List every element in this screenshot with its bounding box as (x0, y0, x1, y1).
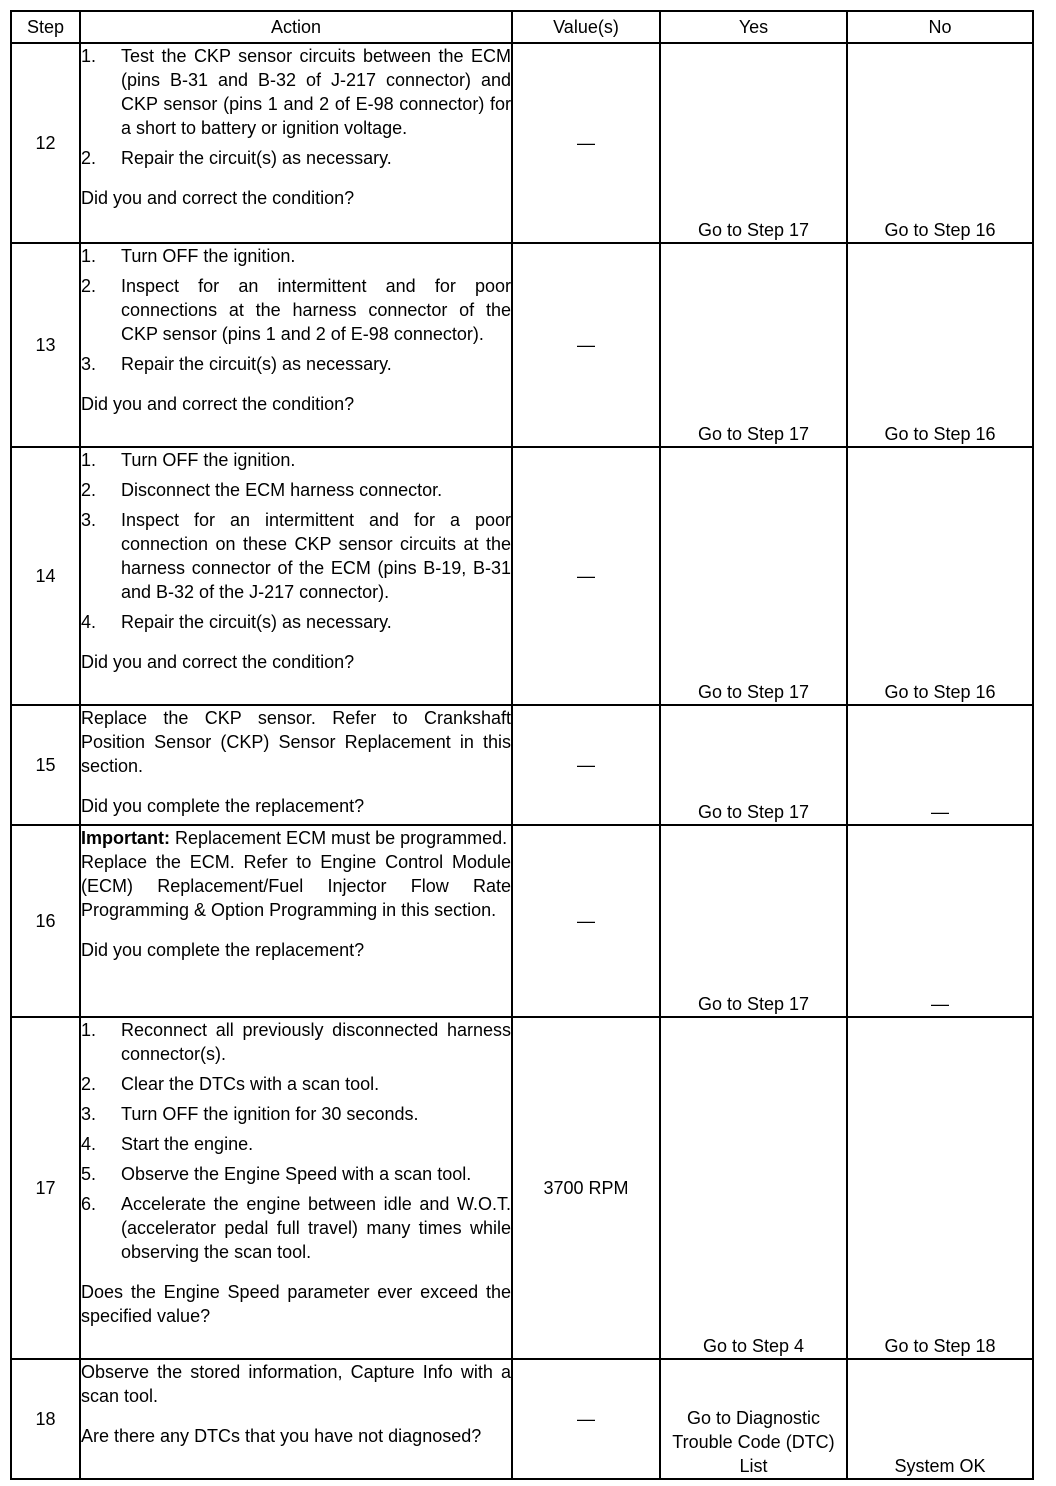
action-question: Does the Engine Speed parameter ever exceed the specified value? (81, 1282, 511, 1326)
yes-cell: Go to Step 4 (660, 1017, 847, 1359)
item-text: Accelerate the engine between idle and W.O.T. (accelerator pedal full travel) many times while observing the scan tool. (121, 1194, 511, 1262)
item-number: 2. (81, 1074, 97, 1094)
list-item (81, 610, 511, 634)
no-cell: — (847, 825, 1033, 1017)
action-steps (81, 1018, 511, 1264)
list-item (81, 508, 511, 604)
no-cell: Go to Step 16 (847, 447, 1033, 705)
item-text: Inspect for an intermittent and for a poor connection on these CKP sensor circuits at the harness connector of the ECM (pins B-19, B-31 and B-32 of the J-217 connector). (121, 510, 511, 602)
list-item (81, 1072, 511, 1096)
item-number: 3. (81, 510, 97, 530)
step-number: 15 (11, 705, 80, 825)
no-cell: — (847, 705, 1033, 825)
action-cell (80, 1017, 512, 1359)
table-row (11, 447, 1033, 705)
step-number: 13 (11, 243, 80, 447)
value-cell: — (512, 43, 660, 243)
item-number: 3. (81, 1104, 97, 1124)
item-text: Reconnect all previously disconnected harness connector(s). (121, 1020, 511, 1064)
header-yes: Yes (660, 11, 847, 43)
header-action: Action (80, 11, 512, 43)
list-item (81, 478, 511, 502)
step-number: 18 (11, 1359, 80, 1479)
item-number: 2. (81, 276, 97, 296)
value-cell: — (512, 1359, 660, 1479)
list-item (81, 1132, 511, 1156)
item-text: Clear the DTCs with a scan tool. (121, 1074, 380, 1094)
action-question: Did you and correct the condition? (81, 652, 355, 672)
item-text: Inspect for an intermittent and for poor connections at the harness connector of the CKP sensor (pins 1 and 2 of E-98 connector). (121, 276, 511, 344)
header-values: Value(s) (512, 11, 660, 43)
item-text: Test the CKP sensor circuits between the ECM (pins B-31 and B-32 of J-217 connector) and CKP sensor (pins 1 and 2 of E-98 connector) for a short to battery or ignition voltage. (121, 46, 511, 138)
item-text: Disconnect the ECM harness connector. (121, 480, 443, 500)
action-paragraph: Observe the stored information, Capture Info with a scan tool. (81, 1362, 511, 1406)
no-cell: Go to Step 18 (847, 1017, 1033, 1359)
important-label: Important: (81, 828, 170, 848)
table-row (11, 705, 1033, 825)
step-number: 12 (11, 43, 80, 243)
action-cell (80, 447, 512, 705)
yes-cell: Go to Diagnostic Trouble Code (DTC) List (660, 1359, 847, 1479)
item-number: 4. (81, 1134, 97, 1154)
item-number: 4. (81, 612, 97, 632)
list-item (81, 274, 511, 346)
action-cell (80, 1359, 512, 1479)
yes-cell: Go to Step 17 (660, 243, 847, 447)
list-item (81, 244, 511, 268)
item-number: 2. (81, 480, 97, 500)
yes-cell: Go to Step 17 (660, 447, 847, 705)
list-item (81, 352, 511, 376)
no-cell: Go to Step 16 (847, 243, 1033, 447)
action-question: Did you complete the replacement? (81, 940, 365, 960)
item-number: 6. (81, 1194, 97, 1214)
action-steps (81, 244, 511, 376)
item-number: 2. (81, 148, 97, 168)
list-item (81, 1102, 511, 1126)
no-cell: Go to Step 16 (847, 43, 1033, 243)
item-text: Turn OFF the ignition. (121, 246, 296, 266)
table-row (11, 1017, 1033, 1359)
list-item (81, 1162, 511, 1186)
action-cell (80, 705, 512, 825)
list-item (81, 146, 511, 170)
list-item (81, 1192, 511, 1264)
action-cell (80, 825, 512, 1017)
item-text: Observe the Engine Speed with a scan tool. (121, 1164, 472, 1184)
item-number: 5. (81, 1164, 97, 1184)
action-question: Did you and correct the condition? (81, 188, 355, 208)
action-paragraph: Replace the ECM. Refer to Engine Control Module (ECM) Replacement/Fuel Injector Flow Rate Programming & Option Programming in this section. (81, 852, 511, 920)
yes-cell: Go to Step 17 (660, 43, 847, 243)
table-row (11, 1359, 1033, 1479)
action-question: Did you and correct the condition? (81, 394, 355, 414)
list-item (81, 1018, 511, 1066)
item-text: Start the engine. (121, 1134, 254, 1154)
yes-cell: Go to Step 17 (660, 705, 847, 825)
table-row (11, 243, 1033, 447)
action-question: Did you complete the replacement? (81, 796, 365, 816)
action-question: Are there any DTCs that you have not diagnosed? (81, 1426, 482, 1446)
step-number: 16 (11, 825, 80, 1017)
list-item (81, 448, 511, 472)
diagnostic-table (10, 10, 1034, 1480)
list-item (81, 44, 511, 140)
value-cell: — (512, 705, 660, 825)
step-number: 17 (11, 1017, 80, 1359)
important-note (81, 826, 511, 850)
item-text: Repair the circuit(s) as necessary. (121, 148, 392, 168)
item-text: Repair the circuit(s) as necessary. (121, 612, 392, 632)
item-number: 1. (81, 246, 97, 266)
action-cell (80, 243, 512, 447)
item-number: 1. (81, 1020, 97, 1040)
item-number: 1. (81, 450, 97, 470)
value-cell: — (512, 447, 660, 705)
item-text: Turn OFF the ignition. (121, 450, 296, 470)
action-steps (81, 448, 511, 634)
value-cell: — (512, 825, 660, 1017)
step-number: 14 (11, 447, 80, 705)
item-text: Repair the circuit(s) as necessary. (121, 354, 392, 374)
item-number: 1. (81, 46, 97, 66)
value-cell: 3700 RPM (512, 1017, 660, 1359)
action-steps (81, 44, 511, 170)
value-cell: — (512, 243, 660, 447)
table-row (11, 825, 1033, 1017)
item-number: 3. (81, 354, 97, 374)
header-row (11, 11, 1033, 43)
header-no: No (847, 11, 1033, 43)
important-text: Replacement ECM must be programmed. (170, 828, 508, 848)
yes-cell: Go to Step 17 (660, 825, 847, 1017)
item-text: Turn OFF the ignition for 30 seconds. (121, 1104, 419, 1124)
action-paragraph: Replace the CKP sensor. Refer to Crankshaft Position Sensor (CKP) Sensor Replacement in this section. (81, 708, 511, 776)
table-row (11, 43, 1033, 243)
no-cell: System OK (847, 1359, 1033, 1479)
header-step: Step (11, 11, 80, 43)
action-cell (80, 43, 512, 243)
